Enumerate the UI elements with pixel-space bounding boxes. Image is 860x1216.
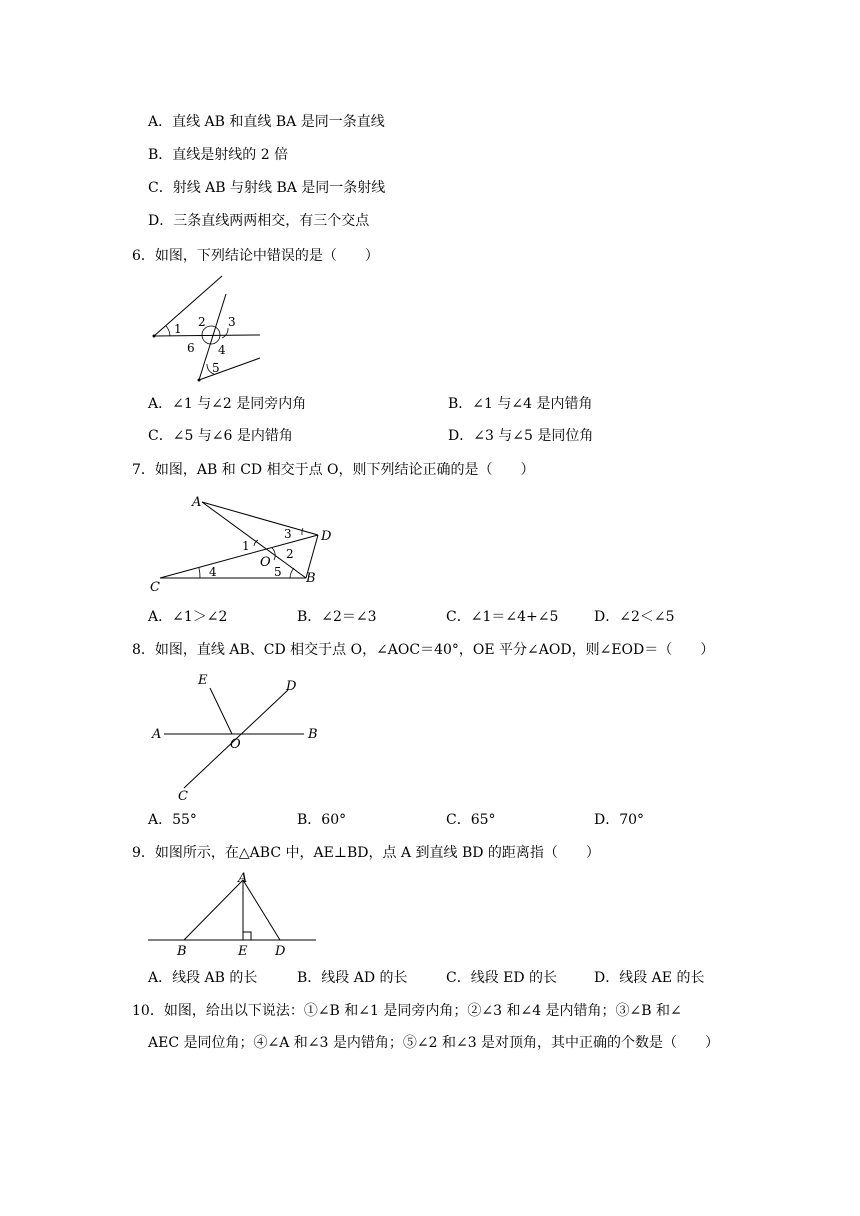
q9-option-a: A．线段 AB 的长: [148, 970, 258, 986]
q7-label-2: 2: [286, 547, 294, 561]
q8-label-a: A: [152, 727, 162, 742]
q6-label-6: 6: [187, 341, 195, 355]
q9-option-b: B．线段 AD 的长: [297, 970, 408, 986]
q6-option-d: D．∠3 与∠5 是同位角: [448, 428, 594, 444]
q7-label-c: C: [150, 580, 160, 595]
q8-figure: [140, 664, 340, 804]
q8-option-c: C．65°: [446, 812, 496, 828]
q6-label-1: 1: [174, 322, 182, 336]
q6-stem: 6．如图，下列结论中错误的是（ ）: [132, 248, 379, 264]
q9-label-e: E: [238, 944, 248, 959]
q7-label-1: 1: [242, 539, 250, 553]
q10-stem-line-2: AEC 是同位角；④∠A 和∠3 是内错角；⑤∠2 和∠3 是对顶角，其中正确的个数是（ ）: [148, 1035, 720, 1051]
q6-label-4: 4: [218, 343, 226, 357]
q5-option-b: B．直线是射线的 2 倍: [148, 147, 289, 163]
q6-figure: [140, 268, 280, 388]
q6-option-c: C．∠5 与∠6 是内错角: [148, 428, 293, 444]
q9-option-c: C．线段 ED 的长: [446, 970, 558, 986]
q8-option-d: D．70°: [594, 812, 645, 828]
q9-stem: 9．如图所示，在△ABC 中，AE⊥BD，点 A 到直线 BD 的距离指（ ）: [132, 845, 600, 861]
q7-stem: 7．如图，AB 和 CD 相交于点 O，则下列结论正确的是（ ）: [132, 462, 535, 478]
q7-option-b: B．∠2＝∠3: [297, 609, 377, 625]
q6-option-b: B．∠1 与∠4 是内错角: [448, 396, 593, 412]
q7-label-o: O: [260, 555, 271, 570]
q5-option-a: A．直线 AB 和直线 BA 是同一条直线: [148, 114, 385, 130]
q7-option-c: C．∠1＝∠4+∠5: [446, 609, 559, 625]
q7-label-b: B: [306, 571, 316, 586]
q10-stem-line-1: 10．如图，给出以下说法：①∠B 和∠1 是同旁内角；②∠3 和∠4 是内错角；③∠B 和∠: [132, 1003, 682, 1019]
q7-label-d: D: [321, 529, 332, 544]
q6-label-3: 3: [228, 315, 236, 329]
q6-option-a: A．∠1 与∠2 是同旁内角: [148, 396, 307, 412]
q9-label-d: D: [275, 944, 286, 959]
q7-figure: [140, 488, 350, 600]
q6-label-5: 5: [212, 361, 220, 375]
q8-option-b: B．60°: [297, 812, 347, 828]
q8-label-c: C: [178, 789, 188, 804]
q9-label-a: A: [238, 871, 248, 886]
q7-label-5: 5: [274, 565, 282, 579]
q9-option-d: D．线段 AE 的长: [594, 970, 705, 986]
q8-label-d: D: [286, 679, 297, 694]
q6-label-2: 2: [198, 315, 206, 329]
q8-label-e: E: [198, 673, 208, 688]
q5-option-d: D．三条直线两两相交，有三个交点: [148, 213, 370, 229]
q5-option-c: C．射线 AB 与射线 BA 是同一条射线: [148, 180, 386, 196]
q9-figure: [140, 866, 330, 960]
q7-label-4: 4: [209, 565, 217, 579]
q8-stem: 8．如图，直线 AB、CD 相交于点 O，∠AOC＝40°，OE 平分∠AOD，则∠EOD＝（ ）: [132, 642, 715, 658]
q8-label-o: O: [230, 737, 241, 752]
q7-option-a: A．∠1＞∠2: [148, 609, 228, 625]
q7-option-d: D．∠2＜∠5: [594, 609, 675, 625]
q7-label-3: 3: [284, 527, 292, 541]
q8-label-b: B: [308, 727, 318, 742]
q8-option-a: A．55°: [148, 812, 197, 828]
q7-label-a: A: [192, 495, 202, 510]
q9-label-b: B: [177, 944, 187, 959]
